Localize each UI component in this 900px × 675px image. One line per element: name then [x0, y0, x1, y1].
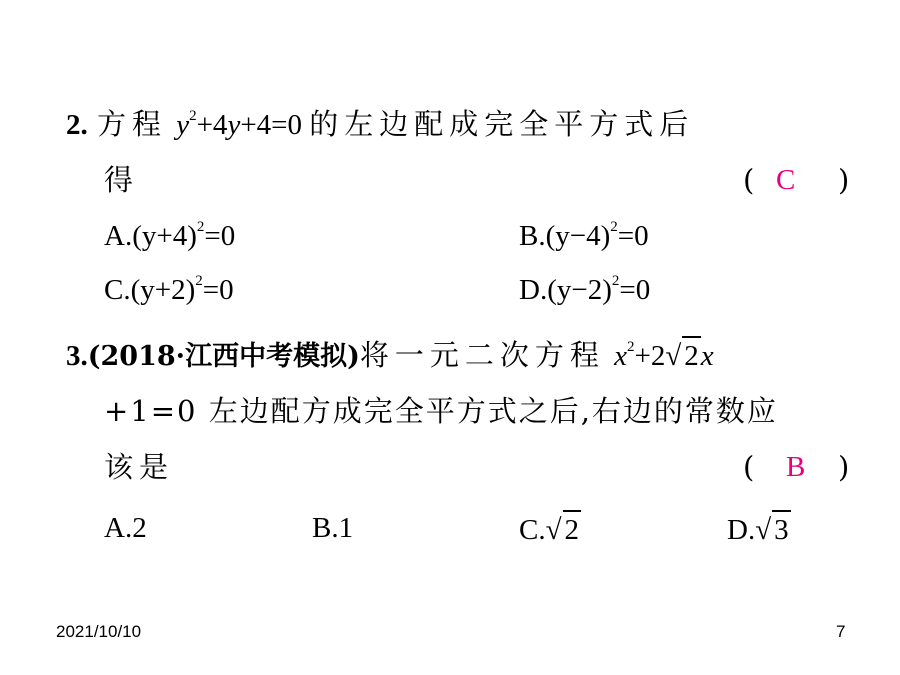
q3-answer-close: ): [838, 450, 850, 484]
footer-date: 2021/10/10: [56, 622, 142, 641]
q2-stem-prefix: 方程: [96, 107, 167, 141]
sqrt-sign: √ 3: [755, 510, 790, 548]
q3-option-a: A.2: [104, 512, 147, 544]
q2-stem-line2: 得: [104, 163, 140, 197]
q2-option-c: $C.(y+2)^2=0$: [104, 273, 234, 306]
q3-option-d: D.√ 3: [727, 510, 791, 548]
q3-number: 3.: [66, 340, 88, 372]
page-number: 7: [836, 622, 846, 641]
q3-option-c: C.√ 2: [519, 510, 581, 548]
q2-option-b: $B.(y-4)^2=0$: [519, 219, 649, 252]
sqrt-sign: √ 2: [665, 336, 700, 374]
q3-stem-prefix: 将一元二次方程: [359, 338, 605, 372]
q2-option-a: $A.(y+4)^2=0$: [104, 219, 236, 252]
q3-source: (2018·江西中考模拟): [87, 341, 360, 372]
q2-equation: $y^2+4y+4=0$: [176, 108, 303, 141]
q2-answer: C: [776, 164, 796, 196]
q3-stem-line3: 该是: [104, 450, 175, 484]
q3-stem-line1: [66, 336, 714, 375]
q2-number: 2.: [66, 109, 88, 141]
q2-stem-line1: [66, 106, 694, 143]
q2-option-d: $D.(y-2)^2=0$: [519, 273, 651, 306]
q3-equation: $x^2+2√$ 2x: [614, 340, 714, 372]
q2-stem-suffix: 的左边配成完全平方式后: [309, 107, 695, 141]
q3-answer-open: (: [743, 450, 755, 484]
q3-option-b: B.1: [312, 512, 354, 544]
q3-stem-line2: +1=0 左边配方成完全平方式之后,右边的常数应: [104, 394, 778, 428]
q2-answer-close: ): [838, 163, 850, 197]
sqrt-sign: √ 2: [546, 510, 581, 548]
q2-answer-open: (: [743, 163, 755, 197]
q3-answer: B: [786, 451, 806, 483]
